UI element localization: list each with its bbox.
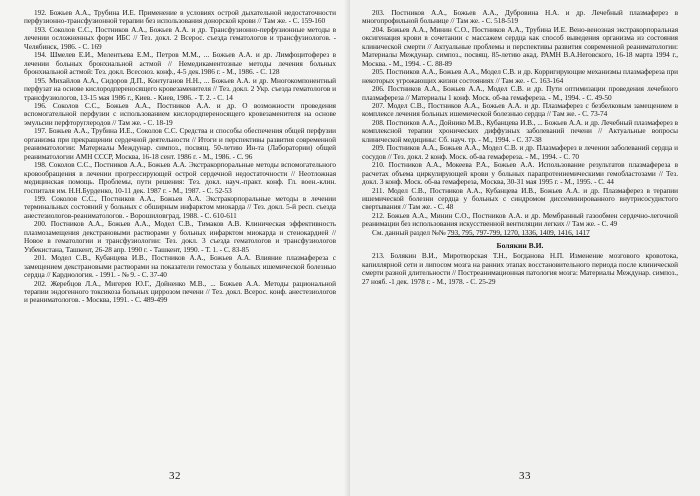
bibliography-entry: 206. Постников А.А., Божьев А.А., Модел С.В. и др. Пути оптимизации проведения лечебного плазмафереза // Материалы 1 конф. Моск. об-ва гемафереза. - М., 1994. - С. 49-50: [362, 84, 678, 102]
bibliography-entry: 211. Модел С.В., Постников А.А., Кубанцева И.В., Божьев А.А. и др. Плазмаферез в терапии ишемической болезни сердца у больных с синдромом диссеминированного внутрисосудистого свертывания // Там же. - С. 48: [362, 185, 678, 212]
bibliography-entry: 194. Шмелев Е.И., Мелентьева Е.М., Петров М.М., ... Божьев А.А. и др. Лимфоцитоферез в лечении больных бронхиальной астмой // Немедикаментозные методы лечения больных бронхиальной астмой: Тез. докл. Всесоюз. конф., 4-5 дек.1986 г. - М., 1986. - С. 128: [24, 50, 336, 77]
bibliography-entry: 210. Постников А.А., Мокеева Р.А., Божьев А.А. Использование результатов плазмафереза в расчетах объема циркулирующей крови у больных парапротеинемическими гемобластозами // Тез. докл. 3 конф. Моск. об-ва гемафереза, Москва, 30-31 мая 1995 г. - М., 1995. - С. 44: [362, 160, 678, 187]
bibliography-entry: 208. Постников А.А., Дойнико М.В., Кубанцева И.В., ... Божьев А.А. и др. Лечебный плазмаферез в комплексной терапии хронических диффузных заболеваний печени // Актуальные вопросы клинической медицины: Сб. науч. тр. - М., 1994. - С. 37-38: [362, 117, 678, 144]
bibliography-entry: 207. Модел С.В., Постников А.А., Божьев А.А. и др. Плазмаферез с безбелковым замещением в комплексе лечения больных ишемической болезнью сердца // Там же. - С. 73-74: [362, 100, 678, 119]
see-also-numbers: 793, 795, 797-799, 1270, 1336, 1409, 1416, 1417: [447, 227, 590, 237]
left-page-number: 32: [169, 470, 181, 482]
bibliography-entry: 200. Постников А.А., Божьев А.А., Модел С.В., Тимаков А.В. Клиническая эффективность плазмозамещения декстрановыми растворами у больных инфарктом миокарда и стенокардией // Новое в гематологии и трансфузиологии: Тез. докл. 3 съезда гематологов и трансфузиологов Узбекистана, Ташкент, 26-28 апр. 1990 г. - Ташкент, 1990. - Т. 1. - С. 83-85: [24, 219, 336, 254]
bibliography-entry: 196. Соколов С.С., Божьев А.А., Постников А.А. и др. О возможности проведения вспомогательной перфузии с использованием кислородпереносящего кровезаменителя на основе эмульсии перфторуглеродов // Там же. - С. 18-19: [24, 100, 336, 127]
bibliography-entry: 209. Постников А.А., Божьев А.А., Модел С.В. и др. Плазмаферез в лечении заболеваний сердца и сосудов // Тез. докл. 2 конф. Моск. об-ва гемафереза. - М., 1994. - С. 70: [362, 143, 678, 161]
see-also-label: См. данный раздел №№: [372, 227, 446, 237]
bibliography-entry: 202. Жеребцов Л.А., Мигерев Ю.Г., Дойненко М.В., ... Божьев А.А. Методы рациональной терапии эндогенного токсикоза больных циррозом печени // Тез. докл. Всерос. конф. анестезиологов и реаниматологов. - Москва, 1991. - С. 489-499: [24, 278, 336, 305]
bibliography-entry: 195. Михайлов А.А., Сидоров Д.П., Контуганов Н.Н., ... Божьев А.А. и др. Многокомпонентный перфузат на основе кислородпереносящего кровезаменителя // Тез. докл. 2 Укр. съезда гематологов и трансфузиологов, 13-15 мая 1986 г., Киев. - Киев, 1986. - Т. 2. - С. 14: [24, 75, 336, 102]
author-section-heading: Болякин В.И.: [496, 241, 544, 251]
right-page-number: 33: [519, 470, 531, 482]
bibliography-entry: 204. Божьев А.А., Минин С.О., Постников А.А., Трубина И.Е. Вено-венозная экстракорпоральная оксигенация крови в сочетании с массажем сердца как способ выведения организма из состояния клинической смерти // Актуальные проблемы и перспективы развития современной реаниматологии: Материалы Междунар. симпоз., посвящ. 85-летию акад. РАМН В.А.Неговского, 16-18 марта 1994 г., Москва. - М., 1994. - С. 88-89: [362, 24, 678, 68]
bibliography-entry: 205. Постников А.А., Божьев А.А., Модел С.В. и др. Корригирующие механизмы плазмафереза при некоторых угрожающих жизни состояниях // Там же. - С. 163-164: [362, 67, 678, 85]
right-page: [350, 0, 700, 496]
bibliography-entry: 203. Постников А.А., Божьев А.А., Дубровина Н.А. и др. Лечебный плазмаферез в многопрофильной больнице // Там же. - С. 518-519: [362, 8, 678, 26]
bibliography-entry: 199. Соколов С.С., Постников А.А., Божьев А.А. Экстракорпоральные методы в лечении терминальных состояний у больных с обширным инфарктом миокарда // Тез. докл. 5-й респ. съезда анестезиологов-реаниматологов. - Ворошиловград, 1988. - С. 610-611: [24, 193, 336, 220]
see-also-line: [362, 229, 678, 237]
bibliography-entry: 197. Божьев А.А., Трубина И.Е., Соколов С.С. Средства и способы обеспечения общей перфузии организма при прекращении сердечной деятельности // Итоги и перспективы развития современной реаниматологии: Материалы Междунар. симпоз., посвящ. 50-летию Ин-та (Лаборатории) общей реаниматологии АМН СССР, Москва, 16-18 сент. 1986 г. - М., 1986. - С. 96: [24, 126, 336, 161]
bibliography-entry: 198. Соколов С.С., Постников А.А., Божьев А.А. Экстракорпоральные методы вспомогательного кровообращения в лечении прогрессирующей острой сердечной недостаточности // Неотложная медицинская помощь. Проблемы, пути решения: Тез. докл. науч.-практ. конф. Гл. воен.-клин. госпиталя им. Н.Н.Бурденко, 10-11 дек. 1987 г. - М., 1987. - С. 52-53: [24, 160, 336, 195]
right-bibliography-list: [362, 9, 678, 286]
left-bibliography-list: [24, 9, 336, 305]
bibliography-entry: 192. Божьев А.А., Трубина И.Е. Применение в условиях острой дыхательной недостаточности перфузионно-трансфузионной терапии без использования донорской крови // Там же. - С. 159-160: [24, 8, 336, 26]
bibliography-entry: 201. Модел С.В., Кубанцева И.В., Постников А.А., Божьев А.А. Влияние плазмафереза с замещением декстрановыми растворами на показатели гемостаза у больных ишемической болезнью сердца // Кардиология. - 1991. - № 9. - С. 37-40: [24, 253, 336, 280]
bibliography-entry: 213. Болякин В.И., Миротворская Т.Н., Богданова Н.П. Изменение мозгового кровотока, капиллярной сети и липосом мозга на ранних этапах восстановительного периода после клинической смерти разной длительности // Постреанимационная патология мозга: Материалы Междунар. симпоз., 27 нояб. -1 дек. 1978 г. - М., 1978. - С. 25-29: [362, 251, 678, 286]
bibliography-entry: 212. Божьев А.А., Минин С.О., Постников А.А. и др. Мембранный газообмен сердечно-легочной реанимации без использования искусственной вентиляции легких // Там же. - С. 49: [362, 210, 678, 229]
bibliography-entry: 193. Соколов С.С., Постников А.А., Божьев А.А. и др. Трансфузионно-перфузионные методы в лечении осложненных форм ИБС // Тез. докл. 2 Всерос. съезда гематологов и трансфузиологов. - Челябинск, 1986. - С. 169: [24, 24, 336, 51]
